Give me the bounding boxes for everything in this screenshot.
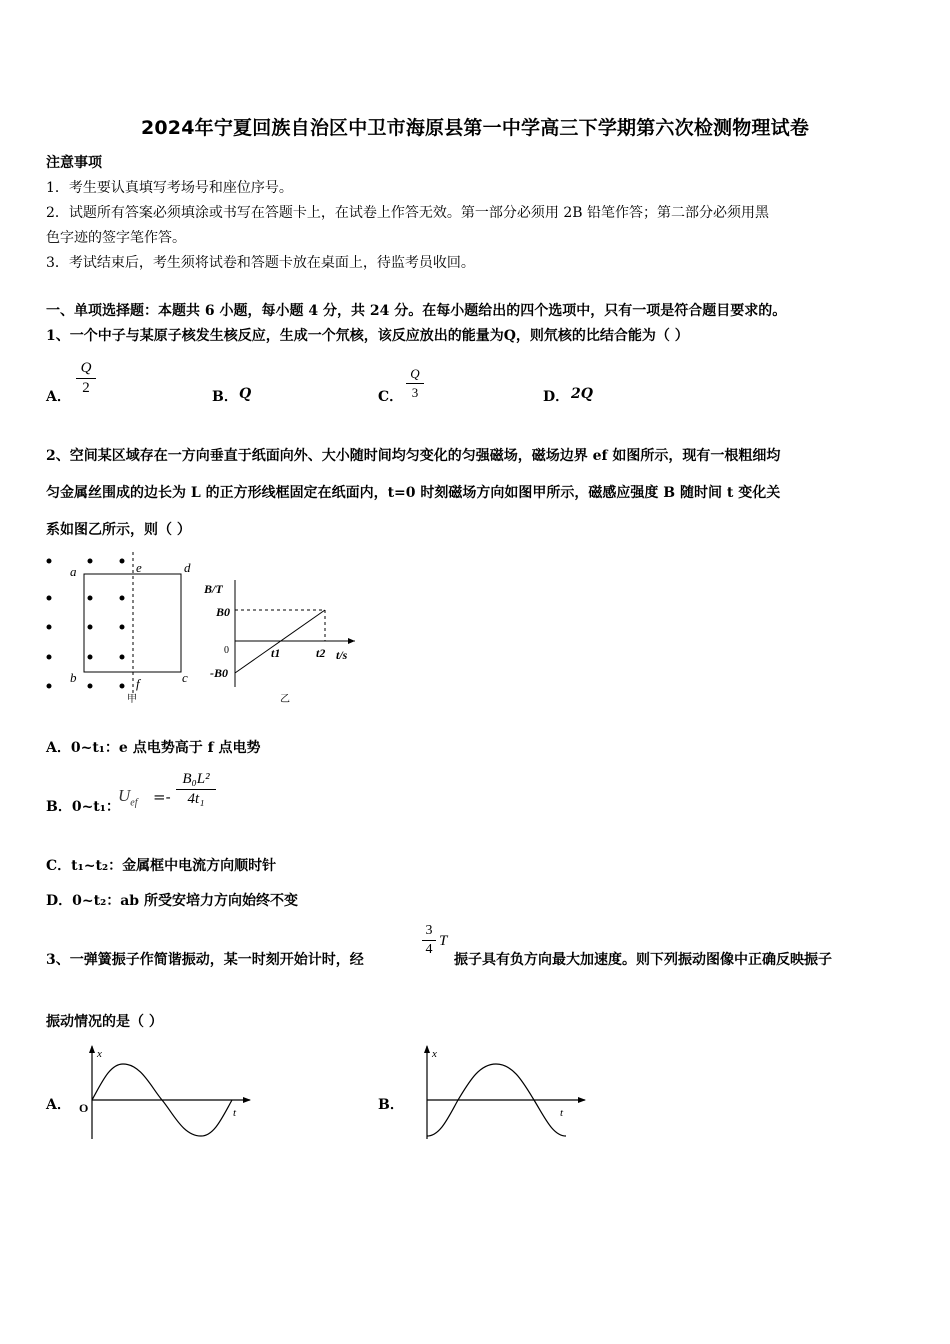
magnetic-field-dots (47, 559, 125, 689)
q3-fraction (422, 923, 436, 958)
fraction-denominator: 4t₁ (187, 791, 205, 807)
q2-option-c: C．t₁~t₂：金属框中电流方向顺时针 (46, 858, 277, 874)
question-2-stem: 系如图乙所示，则（ ） (46, 522, 191, 538)
label-e: e (136, 560, 142, 575)
notice-item: 1．考生要认真填写考场号和座位序号。 (46, 180, 293, 196)
page-title: 2024年宁夏回族自治区中卫市海原县第一中学高三下学期第六次检测物理试卷 (140, 117, 810, 139)
q2-option-b-lhs (118, 786, 138, 808)
question-3-stem-post: 振子具有负方向最大加速度。则下列振动图像中正确反映振子 (454, 952, 832, 968)
q3-graph-a (75, 1042, 255, 1147)
option-d-label: D． (543, 389, 570, 405)
q2-option-b-equals: =- (153, 788, 171, 806)
fraction-bar (76, 378, 96, 379)
fraction-denominator: 4 (425, 942, 433, 957)
figure-caption: 乙 (280, 694, 290, 705)
q3-graph-b (410, 1042, 590, 1147)
notice-item: 色字迹的签字笔作答。 (46, 230, 186, 246)
fraction-numerator: Q (80, 360, 92, 376)
q3-option-b-label: B． (378, 1097, 404, 1113)
fraction-bar (176, 789, 216, 790)
label-a: a (70, 564, 77, 579)
notice-item: 3．考试结束后，考生须将试卷和答题卡放在桌面上，待监考员收回。 (46, 255, 475, 271)
question-3-stem: 振动情况的是（ ） (46, 1014, 163, 1030)
fraction-numerator: Q (410, 366, 420, 381)
x-axis-arrow (348, 638, 355, 644)
question-1-stem: 1、一个中子与某原子核发生核反应，生成一个氘核，该反应放出的能量为Q，则氘核的比结合能为（ ） (46, 328, 689, 344)
b0-label: B0 (216, 605, 231, 619)
voltage-symbol: U (118, 786, 131, 805)
q3-period-symbol: T (439, 933, 448, 949)
figure-yi (200, 575, 370, 710)
figure-jia (40, 548, 210, 708)
fraction-bar (422, 940, 436, 941)
label-b: b (70, 670, 77, 685)
t1-label: t1 (271, 646, 281, 660)
question-3-stem-pre: 3、一弹簧振子作简谐振动，某一时刻开始计时，经 (46, 952, 364, 968)
fraction-numerator: B₀L² (182, 771, 210, 787)
fraction-denominator: 3 (411, 385, 419, 400)
origin-label: O (79, 1101, 89, 1115)
x-label: x (432, 1048, 437, 1060)
t-label: t (560, 1107, 564, 1119)
axis-arrow (89, 1045, 95, 1053)
axis-arrow (424, 1045, 430, 1053)
notice-heading: 注意事项 (46, 155, 102, 171)
section-heading: 一、单项选择题：本题共 6 小题，每小题 4 分，共 24 分。在每小题给出的四个选项中，只有一项是符合题目要求的。 (46, 303, 787, 319)
axis-arrow (243, 1097, 251, 1103)
fraction-bar (406, 383, 424, 384)
label-d: d (184, 560, 191, 575)
q2-option-a: A．0~t₁：e 点电势高于 f 点电势 (46, 740, 261, 756)
label-f: f (136, 676, 140, 691)
label-c: c (182, 670, 188, 685)
x-label: x (97, 1048, 102, 1060)
neg-b0-label: -B0 (210, 666, 228, 680)
y-axis-label: B/T (204, 582, 223, 596)
t2-label: t2 (316, 646, 326, 660)
axis-arrow (578, 1097, 586, 1103)
question-2-stem: 2、空间某区域存在一方向垂直于纸面向外、大小随时间均匀变化的匀强磁场，磁场边界 ef 如图所示，现有一根粗细均 (46, 448, 781, 464)
q3-option-a-label: A． (46, 1097, 71, 1113)
figure-caption: 甲 (127, 694, 137, 705)
q2-option-b-label: B．0~t₁： (46, 799, 120, 815)
notice-item: 2．试题所有答案必须填涂或书写在答题卡上，在试卷上作答无效。第一部分必须用 2B 铅笔作答；第二部分必须用黑 (46, 205, 769, 221)
origin-label: 0 (224, 645, 229, 656)
t-label: t (233, 1107, 237, 1119)
fraction-numerator: 3 (425, 923, 433, 938)
voltage-subscript: ef (130, 797, 138, 809)
option-a-label: A． (46, 389, 71, 405)
option-c-fraction (406, 366, 424, 401)
q2-option-b-fraction (176, 771, 216, 808)
question-2-stem: 匀金属丝围成的边长为 L 的正方形线框固定在纸面内，t=0 时刻磁场方向如图甲所示，磁感应强度 B 随时间 t 变化关 (46, 485, 781, 501)
option-b-label: B． (212, 389, 238, 405)
option-a-fraction (76, 360, 96, 397)
option-c-label: C． (378, 389, 404, 405)
fraction-denominator: 2 (82, 380, 90, 396)
x-axis-label: t/s (336, 648, 348, 662)
option-d-value: 2Q (571, 386, 593, 402)
q2-option-d: D．0~t₂：ab 所受安培力方向始终不变 (46, 893, 298, 909)
option-b-value: Q (239, 386, 252, 402)
